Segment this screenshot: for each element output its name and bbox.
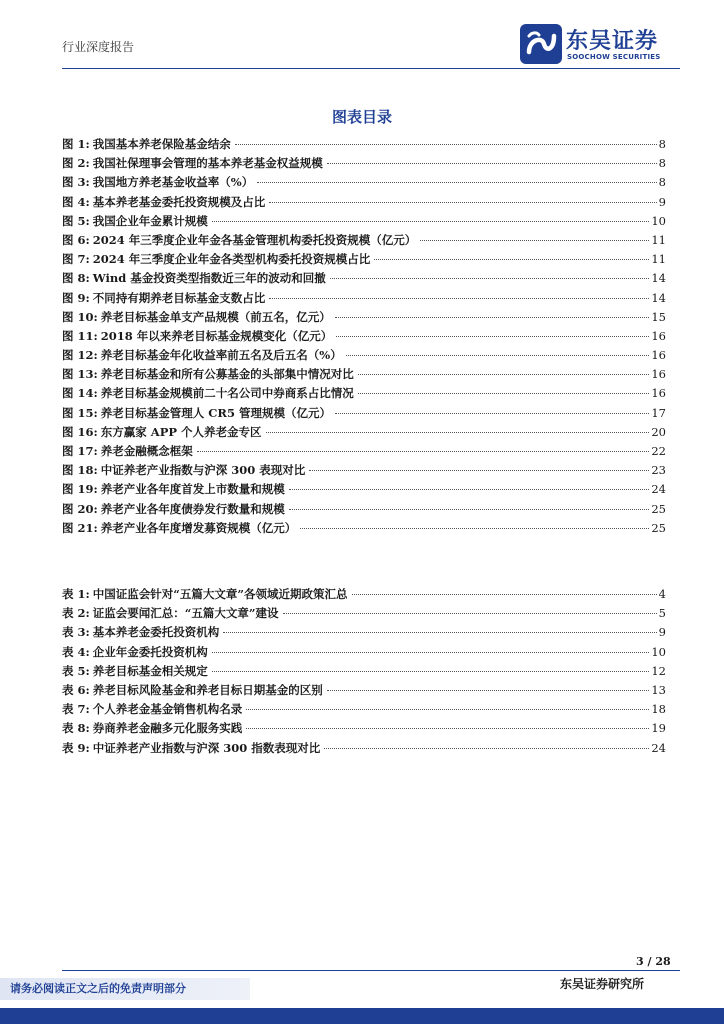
entry-title: 基本养老金委托投资机构 — [92, 625, 220, 640]
entry-page-number: 20 — [651, 424, 666, 439]
figure-list — [62, 135, 666, 538]
footer-divider — [62, 970, 680, 971]
entry-title: 养老产业各年度增发募资规模（亿元） — [100, 520, 297, 535]
entry-page-number: 22 — [651, 444, 666, 458]
company-logo — [520, 22, 680, 68]
entry-label: 表 6: — [62, 682, 90, 697]
entry-label: 表 4: — [62, 644, 90, 659]
figure-entry[interactable] — [62, 173, 666, 192]
entry-page-number: 9 — [658, 194, 666, 209]
figure-entry[interactable] — [62, 250, 666, 269]
entry-label: 表 5: — [62, 663, 90, 678]
figure-entry[interactable] — [62, 365, 666, 384]
entry-title: 养老目标基金相关规定 — [92, 663, 208, 678]
entry-page-number: 8 — [658, 175, 666, 190]
dot-leader — [336, 336, 649, 337]
entry-title: 2024 年三季度企业年金各类型机构委托投资规模占比 — [92, 252, 371, 267]
dot-leader — [269, 298, 649, 299]
entry-page-number: 24 — [651, 740, 666, 755]
entry-label: 图 20: — [62, 501, 98, 516]
entry-page-number: 16 — [651, 348, 666, 363]
figure-entry[interactable] — [62, 308, 666, 327]
logo-english-name: SOOCHOW SECURITIES — [567, 53, 661, 61]
figure-entry[interactable] — [62, 500, 666, 519]
entry-title: 养老产业各年度债券发行数量和规模 — [100, 501, 285, 516]
dot-leader — [327, 690, 650, 691]
entry-page-number: 16 — [651, 328, 666, 343]
figure-entry[interactable] — [62, 193, 666, 212]
entry-title: 我国地方养老基金收益率（%） — [92, 175, 254, 190]
header-divider — [62, 68, 680, 69]
dot-leader — [330, 278, 650, 279]
table-entry[interactable] — [62, 662, 666, 681]
entry-page-number: 5 — [658, 606, 666, 621]
table-entry[interactable] — [62, 719, 666, 738]
entry-label: 图 15: — [62, 405, 98, 420]
figure-entry[interactable] — [62, 327, 666, 346]
dot-leader — [283, 613, 657, 614]
entry-page-number: 14 — [651, 290, 666, 305]
entry-page-number: 24 — [651, 482, 666, 497]
dot-leader — [300, 528, 649, 529]
dot-leader — [420, 240, 649, 241]
entry-label: 表 7: — [62, 702, 90, 717]
table-list — [62, 585, 666, 758]
entry-page-number: 25 — [651, 501, 666, 516]
dot-leader — [257, 182, 656, 183]
table-entry[interactable] — [62, 739, 666, 758]
entry-page-number: 11 — [651, 252, 666, 267]
entry-title: 中国证监会针对“五篇大文章”各领域近期政策汇总 — [92, 587, 348, 601]
entry-page-number: 4 — [658, 587, 666, 601]
entry-title: 证监会要闻汇总：“五篇大文章”建设 — [92, 606, 279, 621]
entry-label: 图 4: — [62, 194, 90, 209]
entry-title: 养老金融概念框架 — [100, 444, 193, 458]
entry-page-number: 14 — [651, 271, 666, 286]
disclaimer-banner: 请务必阅读正文之后的免责声明部分 — [0, 978, 250, 1000]
figure-entry[interactable] — [62, 231, 666, 250]
entry-title: 不同持有期养老目标基金支数占比 — [92, 290, 266, 305]
dot-leader — [358, 374, 650, 375]
entry-label: 图 12: — [62, 348, 98, 363]
entry-page-number: 15 — [651, 309, 666, 324]
entry-title: 中证养老产业指数与沪深 300 表现对比 — [100, 463, 306, 478]
figure-entry[interactable] — [62, 154, 666, 173]
entry-title: 养老产业各年度首发上市数量和规模 — [100, 482, 285, 497]
entry-page-number: 10 — [651, 213, 666, 228]
dot-leader — [197, 451, 650, 452]
entry-title: 我国社保理事会管理的基本养老基金权益规模 — [92, 156, 323, 171]
entry-label: 图 14: — [62, 386, 98, 401]
toc-title: 图表目录 — [331, 108, 392, 126]
report-type-label: 行业深度报告 — [62, 40, 135, 54]
figure-entry[interactable] — [62, 461, 666, 480]
dot-leader — [269, 202, 656, 203]
entry-page-number: 11 — [651, 232, 666, 247]
entry-page-number: 23 — [651, 463, 666, 478]
figure-entry[interactable] — [62, 404, 666, 423]
figure-entry[interactable] — [62, 269, 666, 288]
figure-entry[interactable] — [62, 480, 666, 499]
entry-label: 图 11: — [62, 328, 98, 343]
dot-leader — [335, 413, 649, 414]
entry-label: 表 3: — [62, 625, 90, 640]
entry-title: 养老目标基金管理人 CR5 管理规模（亿元） — [100, 405, 331, 420]
entry-label: 图 21: — [62, 520, 98, 535]
dot-leader — [335, 317, 650, 318]
entry-label: 图 7: — [62, 252, 90, 267]
entry-label: 图 9: — [62, 290, 90, 305]
figure-entry[interactable] — [62, 519, 666, 538]
entry-title: 2018 年以来养老目标基金规模变化（亿元） — [100, 328, 333, 343]
entry-title: 企业年金委托投资机构 — [92, 644, 208, 659]
entry-title: 东方赢家 APP 个人养老金专区 — [100, 424, 262, 439]
entry-label: 图 6: — [62, 232, 90, 247]
figure-entry[interactable] — [62, 346, 666, 365]
dot-leader — [327, 163, 657, 164]
entry-label: 图 10: — [62, 309, 98, 324]
figure-entry[interactable] — [62, 135, 666, 154]
entry-page-number: 8 — [658, 156, 666, 171]
figure-entry[interactable] — [62, 442, 666, 461]
entry-page-number: 16 — [651, 367, 666, 382]
entry-label: 表 9: — [62, 740, 90, 755]
entry-page-number: 17 — [651, 405, 666, 420]
entry-label: 图 13: — [62, 367, 98, 382]
entry-label: 图 8: — [62, 271, 90, 286]
dot-leader — [266, 432, 650, 433]
entry-label: 图 17: — [62, 444, 98, 458]
entry-label: 图 3: — [62, 175, 90, 190]
dot-leader — [212, 652, 650, 653]
figure-entry[interactable] — [62, 384, 666, 403]
entry-label: 表 8: — [62, 721, 90, 736]
entry-label: 表 2: — [62, 606, 90, 621]
figure-entry[interactable] — [62, 212, 666, 231]
entry-title: 券商养老金融多元化服务实践 — [92, 721, 243, 736]
figure-entry[interactable] — [62, 289, 666, 308]
entry-title: 2024 年三季度企业年金各基金管理机构委托投资规模（亿元） — [92, 232, 417, 247]
dot-leader — [212, 671, 650, 672]
entry-label: 图 16: — [62, 424, 98, 439]
dot-leader — [352, 594, 657, 595]
logo-chinese-name: 东吴证券 — [566, 29, 659, 54]
entry-title: 基本养老基金委托投资规模及占比 — [92, 194, 266, 209]
entry-label: 图 2: — [62, 156, 90, 171]
entry-title: 养老目标基金规模前二十名公司中券商系占比情况 — [100, 386, 354, 401]
table-entry[interactable] — [62, 604, 666, 623]
dot-leader — [309, 470, 649, 471]
soochow-logo-icon — [520, 24, 562, 64]
entry-page-number: 18 — [651, 702, 666, 717]
dot-leader — [212, 221, 650, 222]
entry-title: 养老目标基金和所有公募基金的头部集中情况对比 — [100, 367, 354, 382]
dot-leader — [324, 748, 649, 749]
entry-label: 图 1: — [62, 137, 90, 151]
entry-title: 养老目标风险基金和养老目标日期基金的区别 — [92, 682, 323, 697]
table-entry[interactable] — [62, 585, 666, 604]
entry-page-number: 9 — [658, 625, 666, 640]
table-entry[interactable] — [62, 643, 666, 662]
entry-title: Wind 基金投资类型指数近三年的波动和回撤 — [92, 271, 326, 286]
entry-page-number: 10 — [651, 644, 666, 659]
dot-leader — [246, 728, 649, 729]
dot-leader — [289, 509, 650, 510]
entry-title: 养老目标基金单支产品规模（前五名，亿元） — [100, 309, 331, 324]
entry-title: 我国基本养老保险基金结余 — [92, 137, 231, 151]
entry-label: 表 1: — [62, 587, 90, 601]
entry-title: 个人养老金基金销售机构名录 — [92, 702, 243, 717]
dot-leader — [358, 393, 650, 394]
entry-page-number: 19 — [651, 721, 666, 736]
entry-label: 图 19: — [62, 482, 98, 497]
entry-label: 图 18: — [62, 463, 98, 478]
footer-bar — [0, 1008, 724, 1024]
entry-title: 我国企业年金累计规模 — [92, 213, 208, 228]
entry-title: 养老目标基金年化收益率前五名及后五名（%） — [100, 348, 342, 363]
entry-page-number: 16 — [651, 386, 666, 401]
dot-leader — [346, 355, 650, 356]
figure-entry[interactable] — [62, 423, 666, 442]
dot-leader — [374, 259, 649, 260]
table-entry[interactable] — [62, 681, 666, 700]
entry-page-number: 8 — [658, 137, 666, 151]
dot-leader — [246, 709, 649, 710]
entry-page-number: 13 — [651, 682, 666, 697]
table-entry[interactable] — [62, 700, 666, 719]
dot-leader — [235, 144, 657, 145]
entry-label: 图 5: — [62, 213, 90, 228]
dot-leader — [289, 489, 650, 490]
entry-title: 中证养老产业指数与沪深 300 指数表现对比 — [92, 740, 321, 755]
table-entry[interactable] — [62, 623, 666, 642]
institute-name: 东吴证券研究所 — [560, 977, 645, 991]
page-number: 3 / 28 — [636, 955, 671, 968]
dot-leader — [223, 632, 656, 633]
entry-page-number: 25 — [651, 520, 666, 535]
entry-page-number: 12 — [651, 663, 666, 678]
